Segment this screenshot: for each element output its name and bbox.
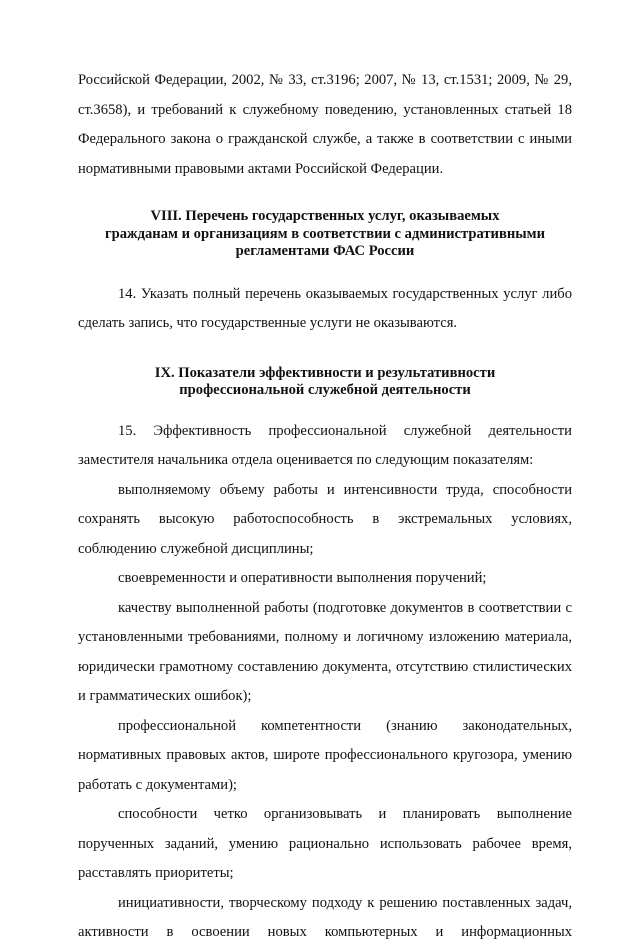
criterion-paragraph: выполняемому объему работы и интенсивности труда, способности сохранять высокую работоспособность в экстремальных условиях, соблюдению служебной дисциплины; [78,481,572,557]
section-8-heading-line: регламентами ФАС России [235,243,415,259]
section-9-heading [78,365,572,400]
criterion-paragraph: профессиональной компетентности (знанию законодательных, нормативных правовых актов, широте профессионального кругозора, умению работать с документами); [78,717,572,793]
last-fragment-paragraph: инициативности, творческому подходу к решению поставленных задач, активности в освоении новых компьютерных и информационных [78,894,572,940]
item-14-paragraph: 14. Указать полный перечень оказываемых государственных услуг либо сделать запись, что государственные услуги не оказываются. [78,285,572,331]
item-15-paragraph: 15. Эффективность профессиональной служебной деятельности заместителя начальника отдела оценивается по следующим показателям: [78,422,572,468]
section-8-heading-line: VIII. Перечень государственных услуг, оказываемых [150,208,500,224]
criterion-paragraph: способности четко организовывать и планировать выполнение порученных заданий, умению рационально использовать рабочее время, расставлять приоритеты; [78,806,572,881]
section-8-heading [78,208,572,261]
section-9-heading-line: IX. Показатели эффективности и результативности [154,364,496,381]
criterion-paragraph: своевременности и оперативности выполнения поручений; [118,570,487,586]
section-9-heading-line: профессиональной служебной деятельности [179,382,471,398]
continuation-paragraph: Российской Федерации, 2002, № 33, ст.3196; 2007, № 13, ст.1531; 2009, № 29, ст.3658), и требований к служебному поведению, установленных статьей 18 Федерального закона о гражданской службе, а также в соответствии с иными нормативными правовыми актами Российской Федерации. [78,72,572,177]
section-8-heading-line: гражданам и организациям в соответствии с административными [105,225,545,242]
criterion-paragraph: качеству выполненной работы (подготовке документов в соответствии с установленными требованиями, полному и логичному изложению материала, юридически грамотному составлению документа, отсутствию стилистических и грамматических ошибок); [78,599,572,704]
document-page [78,66,572,948]
